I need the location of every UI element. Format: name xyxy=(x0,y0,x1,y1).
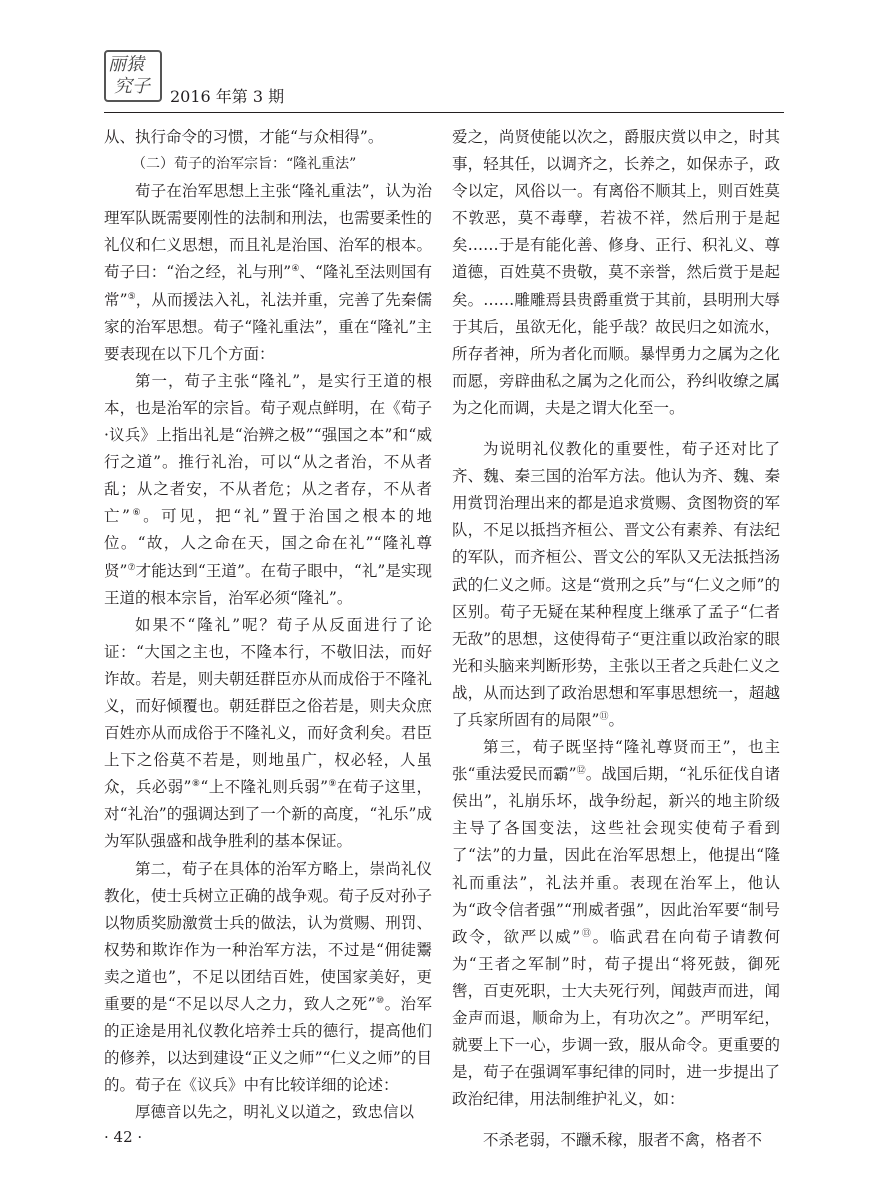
footnote-ref: ⑨ xyxy=(328,779,337,790)
section-subheading: （二）荀子的治军宗旨：“隆礼重法” xyxy=(132,156,357,173)
quote-paragraph: 不杀老弱，不躐禾稼，服者不禽，格者不 xyxy=(483,1131,763,1150)
paragraph: 第二，荀子在具体的治军方略上，崇尚礼仪教化，使士兵树立正确的战争观。荀子反对孙子以物质奖励激赏士兵的做法，认为赏赐、刑罚、权势和欺诈作为一种治军方法，不过是“佣徒鬻卖之道也”，不足以团结百姓，使国家美好，更重要的是“不足以尽人之力，致人之死”⑩。治军的正途是用礼仪教化培养士兵的德行，提高他们的修养，以达到建设“正义之师”“仁义之师”的目的。荀子在《议兵》中有比较详细的论述： xyxy=(104,859,432,1095)
footnote-ref: ⑧ xyxy=(191,779,201,790)
paragraph: 为说明礼仪教化的重要性，荀子还对比了齐、魏、秦三国的治军方法。他认为齐、魏、秦用赏罚治理出来的都是追求赏赐、贪图物资的军队，不足以抵挡齐桓公、晋文公有素养、有法纪的军队，而齐桓公、晋文公的军队又无法抵挡汤武的仁义之师。这是“赏刑之兵”与“仁义之师”的区别。荀子无疑在某种程度上继承了孟子“仁者无敌”的思想，这使得荀子“更注重以政治家的眼光和头脑来判断形势，主张以王者之兵赴仁义之战，从而达到了政治思想和军事思想统一，超越了兵家所固有的局限”⑪。 xyxy=(452,440,780,729)
footnote-ref: ④ xyxy=(291,264,300,275)
footnote-ref: ⑥ xyxy=(129,508,144,519)
paragraph: 荀子在治军思想上主张“隆礼重法”，认为治理军队既需要刚性的法制和刑法，也需要柔性的礼仪和仁义思想，而且礼是治国、治军的根本。荀子曰：“治之经，礼与刑”④、“隆礼至法则国有常”⑤，从而援法入礼，礼法并重，完善了先秦儒家的治军思想。荀子“隆礼重法”，重在“隆礼”主要表现在以下几个方面： xyxy=(104,182,432,363)
left-column xyxy=(104,124,432,1126)
footnote-ref: ⑫ xyxy=(576,766,586,776)
page-number: · 42 · xyxy=(104,1128,143,1146)
quote-paragraph: 厚德音以先之，明礼义以道之，致忠信以 xyxy=(135,1103,415,1122)
paragraph: 第一，荀子主张“隆礼”，是实行王道的根本，也是治军的宗旨。荀子观点鲜明，在《荀子·议兵》上指出礼是“治辨之极”“强国之本”和“威行之道”。推行礼治，可以“从之者治，不从者乱；从之者安，不从者危；从之者存，不从者亡”⑥。可见，把“礼”置于治国之根本的地位。“故，人之命在天，国之命在礼”“隆礼尊贤”⑦才能达到“王道”。在荀子眼中，“礼”是实现王道的根本宗旨，治军必须“隆礼”。 xyxy=(104,371,432,607)
right-column xyxy=(452,124,780,1154)
logo-text-bottom: 究子 xyxy=(114,76,150,97)
journal-logo xyxy=(104,50,162,102)
footnote-ref: ⑦ xyxy=(127,562,136,573)
paragraph: 从、执行命令的习惯，才能“与众相得”。 xyxy=(104,128,384,146)
footnote-ref: ⑩ xyxy=(375,995,385,1006)
header-divider xyxy=(104,112,784,113)
paragraph: 如果不“隆礼”呢？荀子从反面进行了论证：“大国之主也，不隆本行，不敬旧法，而好诈故。若是，则夫朝廷群臣亦从而成俗于不隆礼义，而好倾覆也。朝廷群臣之俗若是，则夫众庶百姓亦从而成俗于不隆礼义，而好贪利矣。君臣上下之俗莫不若是，则地虽广，权必轻，人虽众，兵必弱”⑧“上不隆礼则兵弱”⑨在荀子这里，对“礼治”的强调达到了一个新的高度，“礼乐”成为军队强盛和战争胜利的基本保证。 xyxy=(104,615,432,851)
footnote-ref: ⑪ xyxy=(599,711,609,722)
paragraph: 第三，荀子既坚持“隆礼尊贤而王”，也主张“重法爱民而霸”⑫。战国后期，“礼乐征伐自诸侯出”，礼崩乐坏，战争纷起，新兴的地主阶级主导了各国变法，这些社会现实使荀子看到了“法”的力量，因此在治军思想上，他提出“隆礼而重法”，礼法并重。表现在治军上，他认为“政令信者强”“刑威者强”，因此治军要“制号政令，欲严以威”⑬。临武君在向荀子请教何为“王者之军制”时，荀子提出“将死鼓，御死辔，百吏死职，士大夫死行列，闻鼓声而进，闻金声而退，顺命为上，有功次之”。严明军纪，就要上下一心，步调一致，服从命令。更重要的是，荀子在强调军事纪律的同时，进一步提出了政治纪律，用法制维护礼义，如： xyxy=(452,738,780,1109)
logo-text-top: 丽猿 xyxy=(108,54,144,75)
footnote-ref: ⑬ xyxy=(580,928,593,939)
footnote-ref: ⑤ xyxy=(127,291,136,302)
quote-paragraph: 爱之，尚贤使能以次之，爵服庆赏以申之，时其事，轻其任，以调齐之，长养之，如保赤子，政令以定，风俗以一。有离俗不顺其上，则百姓莫不敦恶，莫不毒孽，若祓不祥，然后刑于是起矣……于是有能化善、修身、正行、积礼义、尊道德，百姓莫不贵敬，莫不亲誉，然后赏于是起矣。……雕雕焉县贵爵重赏于其前，县明刑大辱于其后，虽欲无化，能乎哉？故民归之如流水，所存者神，所为者化而顺。暴悍勇力之属为之化而愿，旁辟曲私之属为之化而公，矜纠收缭之属为之化而调，夫是之谓大化至一。 xyxy=(452,128,780,417)
issue-label: 2016 年第 3 期 xyxy=(170,87,285,106)
